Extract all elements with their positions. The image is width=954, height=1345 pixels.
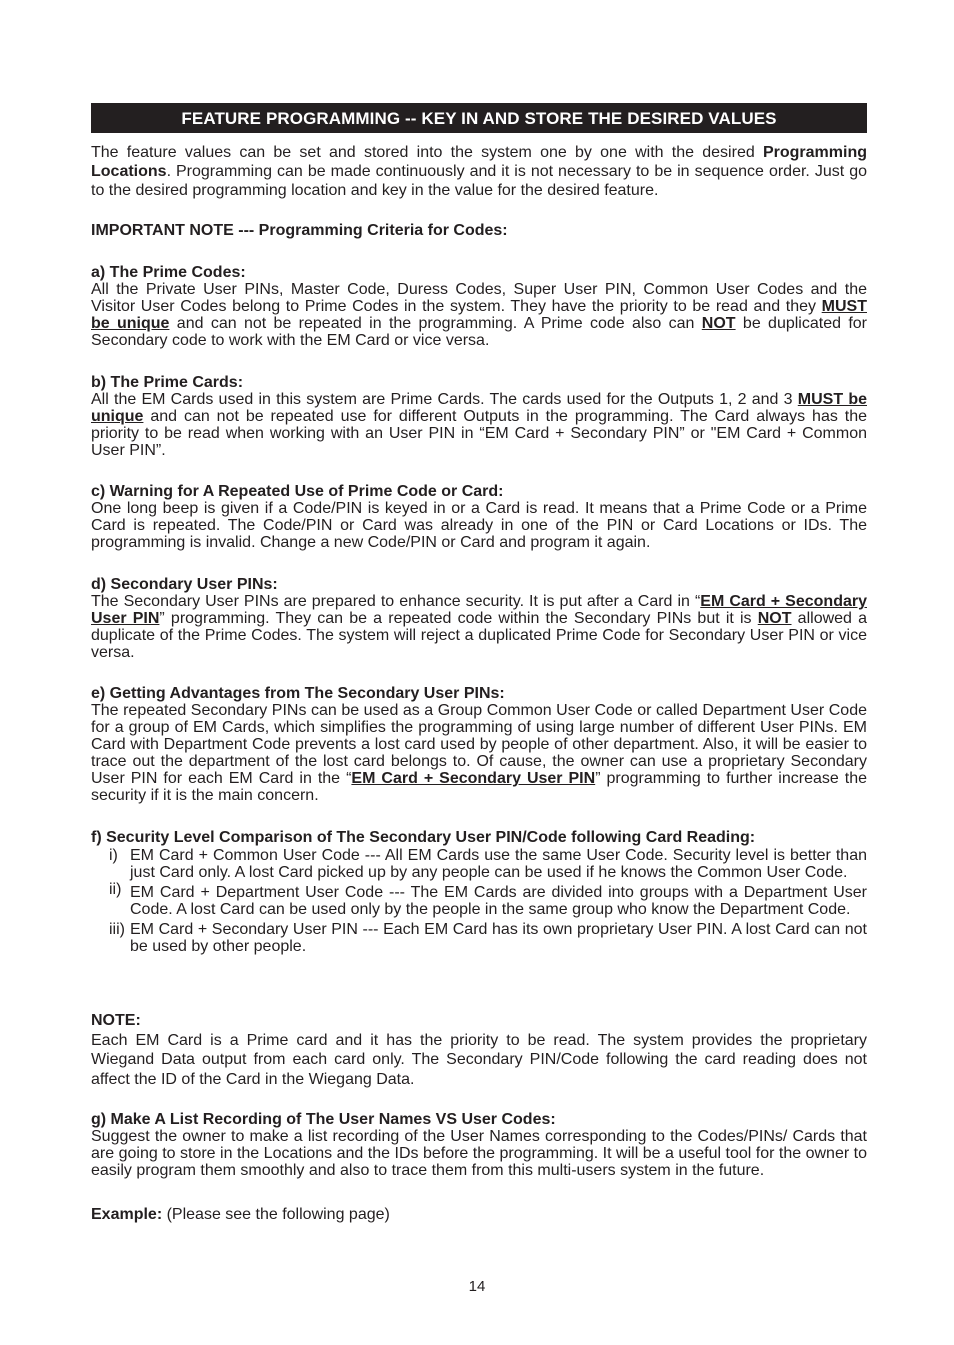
text-part: All the EM Cards used in this system are Prime Cards. The cards used for the Outputs 1, 2 and 3 bbox=[91, 391, 798, 408]
text-part: The repeated Secondary PINs can be used as a Group Common User Code or called Department User Code for a group of EM Cards, which simplifies the programming of using large number of different User PINs. EM Card with Department Code prevents a lost card used by people of other department. Also, it will be easier to trace out the department of the lost card belongs to. Of cause, the owner can use a proprietary Secondary User PIN for each EM Card in the “ bbox=[91, 702, 867, 787]
intro-paragraph bbox=[91, 143, 867, 200]
section-f bbox=[91, 829, 867, 955]
section-b-heading: b) The Prime Cards: bbox=[91, 374, 244, 391]
list-item bbox=[91, 921, 867, 955]
important-note-heading: IMPORTANT NOTE --- Programming Criteria for Codes: bbox=[91, 222, 508, 239]
example-text bbox=[91, 1206, 867, 1223]
section-b bbox=[91, 374, 867, 459]
text-part: allowed a duplicate of the Prime Codes. The system will reject a duplicated Prime Code for Secondary User PIN or vice versa. bbox=[91, 610, 868, 661]
intro-text-part: The feature values can be set and stored into the system one by one with the desired bbox=[91, 144, 763, 161]
section-title: FEATURE PROGRAMMING -- KEY IN AND STORE THE DESIRED VALUES bbox=[181, 108, 777, 128]
intro-text bbox=[91, 143, 867, 200]
emphasis: EM Card + Secondary User PIN bbox=[351, 770, 596, 787]
section-d-heading: d) Secondary User PINs: bbox=[91, 576, 278, 593]
list-item-text: EM Card + Department User Code --- The EM Cards are divided into groups with a Department User Code. A lost Card can be used only by the people in the same group who know the Department Code. bbox=[130, 884, 867, 918]
note-heading: NOTE: bbox=[91, 1012, 141, 1029]
section-c-heading: c) Warning for A Repeated Use of Prime Code or Card: bbox=[91, 483, 504, 500]
section-c-text: One long beep is given if a Code/PIN is keyed in or a Card is read. It means that a Prime Code or a Prime Card is repeated. The Code/PIN or Card was already in one of the PIN or Card Locations or IDs. The programming is invalid. Change a new Code/PIN or Card and program it again. bbox=[91, 500, 867, 551]
emphasis: MUST be unique bbox=[91, 391, 867, 425]
section-d bbox=[91, 576, 867, 661]
list-item-number: ii) bbox=[109, 881, 122, 898]
intro-text-part: . Programming can be made continuously and it is not necessary to be in sequence order. Just go to the desired programming location and key in the value for the desired feature. bbox=[91, 163, 867, 199]
example-line bbox=[91, 1206, 867, 1223]
text-part: ” programming to further increase the security if it is the main concern. bbox=[91, 770, 867, 804]
section-f-heading: f) Security Level Comparison of The Secondary User PIN/Code following Card Reading: bbox=[91, 829, 756, 846]
important-note bbox=[91, 222, 867, 239]
section-a-heading: a) The Prime Codes: bbox=[91, 264, 246, 281]
text-part: The Secondary User PINs are prepared to enhance security. It is put after a Card in “ bbox=[91, 593, 701, 610]
emphasis: EM Card + Secondary User PIN bbox=[91, 593, 867, 627]
list-item-text: EM Card + Common User Code --- All EM Cards use the same User Code. Security level is better than just Card only. A lost Card picked up by any people can be used if he knows the Common User Code. bbox=[130, 847, 867, 881]
section-g-heading: g) Make A List Recording of The User Names VS User Codes: bbox=[91, 1111, 556, 1128]
section-e-text bbox=[91, 702, 867, 804]
list-item-number: i) bbox=[109, 847, 118, 864]
text-part: and can not be repeated use for different Outputs in the programming. The Card always has the priority to be read when working with an User PIN in “EM Card + Secondary PIN” or "EM Card + Common User PIN”. bbox=[91, 408, 867, 459]
emphasis: NOT bbox=[701, 315, 736, 332]
section-g bbox=[91, 1111, 867, 1179]
programming-locations-term: Programming Locations bbox=[91, 144, 867, 180]
section-g-text: Suggest the owner to make a list recording of the User Names corresponding to the Codes/PINs/ Cards that are going to store in the Locations and the IDs before the programming. It will be a useful tool for the owner to easily program them smoothly and also to trace them from this multi-users system in the future. bbox=[91, 1128, 867, 1179]
list-item bbox=[91, 881, 867, 918]
list-item-text: EM Card + Secondary User PIN --- Each EM Card has its own proprietary User PIN. A lost Card can not be used by other people. bbox=[130, 921, 867, 955]
section-e-heading: e) Getting Advantages from The Secondary User PINs: bbox=[91, 685, 505, 702]
page-number: 14 bbox=[468, 1278, 486, 1295]
text-part: and can not be repeated in the programming. A Prime code also can bbox=[169, 315, 702, 332]
text-part: be duplicated for Secondary code to work with the EM Card or vice versa. bbox=[91, 315, 868, 349]
note-section bbox=[91, 1011, 867, 1089]
list-item-number: iii) bbox=[109, 921, 125, 938]
section-title-bar bbox=[91, 103, 867, 133]
section-c bbox=[91, 483, 867, 551]
list-item bbox=[91, 847, 867, 881]
section-a bbox=[91, 264, 867, 349]
section-e bbox=[91, 685, 867, 804]
section-a-text bbox=[91, 281, 867, 349]
section-b-text bbox=[91, 391, 867, 459]
example-note: (Please see the following page) bbox=[162, 1206, 390, 1223]
text-part: ” programming. They can be a repeated code within the Secondary PINs but it is bbox=[159, 610, 758, 627]
text-part: All the Private User PINs, Master Code, Duress Codes, Super User PIN, Common User Codes and the Visitor User Codes belong to Prime Codes in the system. They have the priority to be read and they bbox=[91, 281, 867, 315]
example-label: Example: bbox=[91, 1206, 163, 1223]
section-d-text bbox=[91, 593, 867, 661]
emphasis: NOT bbox=[757, 610, 792, 627]
emphasis: MUST be unique bbox=[91, 298, 867, 332]
note-text: Each EM Card is a Prime card and it has the priority to be read. The system provides the proprietary Wiegand Data output from each card only. The Secondary PIN/Code following the card reading does not affect the ID of the Card in the Wiegang Data. bbox=[91, 1031, 867, 1088]
